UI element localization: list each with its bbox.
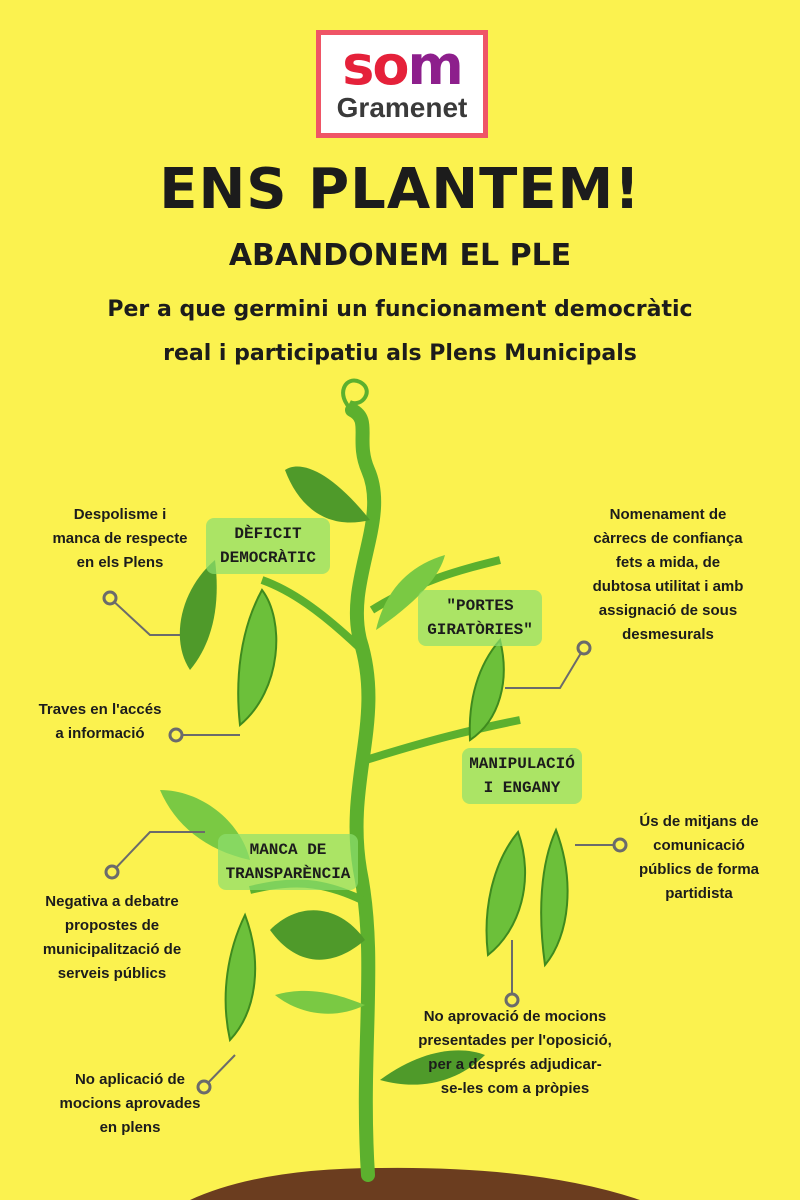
note-no-aprovacio-line-1: No aprovació de mocions [423,1008,607,1025]
note-nomenament-line-1: Nomenament de [609,506,727,523]
note-nomenament-line-6: desmesurals [622,626,714,643]
tag-deficit-democratic [206,518,330,574]
note-no-aprovacio [395,1005,635,1101]
note-no-aplicacio-line-3: en plens [99,1119,161,1136]
note-mitjans-line-1: Ús de mitjans de [639,813,759,830]
main-stem [352,410,374,1175]
tag-manipulacio-engany [462,748,582,804]
leaf-left-upper [180,560,217,670]
note-negativa-line-2: propostes de [64,917,160,934]
subtitle: ABANDONEM EL PLE [228,238,572,273]
note-negativa-line-1: Negativa a debatre [45,893,179,910]
pea-pod-left-lower [226,915,256,1040]
lead-line-1: Per a que germini un funcionament democràtic [107,297,693,322]
pea-pod-right-b [541,830,567,965]
note-mitjans [624,810,774,906]
tag-portes-line-1: "PORTES [446,597,514,615]
note-nomenament [568,503,768,647]
note-despotisme-line-3: en els Plens [76,554,164,571]
tag-manca-line-2: TRANSPARÈNCIA [225,865,351,883]
note-traves-line-1: Traves en l'accés [38,701,162,718]
tag-deficit-line-2: DEMOCRÀTIC [219,549,316,567]
lead-line-2: real i participatiu als Plens Municipals [163,341,637,366]
leaf-bottom-left [275,991,365,1014]
note-nomenament-line-4: dubtosa utilitat i amb [592,578,744,595]
logo-top-text-m: m [407,34,462,97]
note-mitjans-line-2: comunicació [653,837,745,854]
note-despotisme-line-1: Despolisme i [73,506,167,523]
logo-top-text: som [342,34,462,97]
tag-manca-line-1: MANCA DE [249,841,327,859]
tag-manca-transparencia [218,834,358,890]
note-mitjans-line-4: partidista [665,885,733,902]
leaf-center-lower [270,910,365,959]
connector-dot-traves [170,729,182,741]
note-no-aplicacio-line-1: No aplicació de [74,1071,186,1088]
note-negativa [28,890,196,986]
note-negativa-line-4: serveis públics [57,965,167,982]
connector-dot-despotisme [104,592,116,604]
note-traves-line-2: a informació [55,725,145,742]
tag-manipulacio-line-1: MANIPULACIÓ [469,755,575,773]
note-no-aprovacio-line-4: se-les com a pròpies [440,1080,590,1097]
note-nomenament-line-3: fets a mida, de [615,554,721,571]
note-no-aplicacio-line-2: mocions aprovades [59,1095,201,1112]
note-negativa-line-3: municipalització de [42,941,182,958]
tag-portes-line-2: GIRATÒRIES" [427,621,533,639]
connector-despotisme [110,598,180,635]
note-no-aprovacio-line-3: per a després adjudicar- [428,1056,602,1073]
connector-negativa [112,832,205,872]
note-mitjans-line-3: públics de forma [638,861,760,878]
logo-subtext: Gramenet [336,92,468,123]
tag-portes-giratories [418,590,542,646]
note-no-aplicacio [50,1068,210,1140]
note-nomenament-line-2: càrrecs de confiança [593,530,743,547]
tag-deficit-line-1: DÈFICIT [234,525,302,543]
pea-pod-right-a [487,832,526,955]
leaf-top [285,467,370,523]
note-no-aprovacio-line-2: presentades per l'oposició, [418,1032,612,1049]
tag-manipulacio-line-2: I ENGANY [483,779,561,797]
note-traves [30,698,170,746]
main-title: ENS PLANTEM! [159,157,641,222]
note-despotisme [35,503,205,575]
connector-dot-negativa [106,866,118,878]
connector-nomenament [505,648,584,688]
soil-mound [190,1168,640,1200]
note-nomenament-line-5: assignació de sous [598,602,738,619]
note-despotisme-line-2: manca de respecte [52,530,188,547]
pea-pod-left-upper [238,590,276,725]
